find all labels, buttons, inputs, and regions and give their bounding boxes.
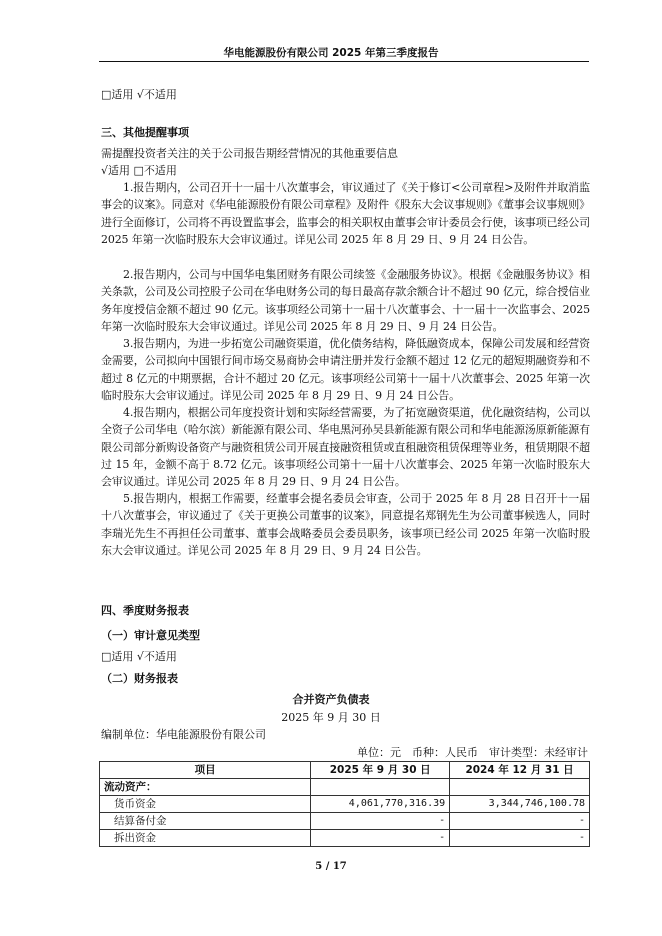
applicability-option: □适用 √不适用 — [101, 650, 177, 663]
value-prior: - — [450, 813, 590, 830]
section-intro: 需提醒投资者关注的关于公司报告期经营情况的其他重要信息 — [101, 147, 398, 160]
value-current: - — [311, 813, 450, 830]
table-row — [100, 813, 590, 830]
applicability-option: √适用 □不适用 — [101, 164, 177, 177]
value-current: 4,061,770,316.39 — [311, 796, 450, 813]
header-divider — [99, 61, 589, 62]
row-label: 货币资金 — [100, 796, 311, 813]
section-title-financials: 四、季度财务报表 — [101, 604, 189, 617]
balance-sheet-table — [99, 761, 590, 847]
unit-line: 单位：元 币种：人民币 审计类型：未经审计 — [357, 746, 588, 759]
statement-title: 合并资产负债表 — [292, 693, 370, 706]
section-label: 流动资产： — [100, 779, 311, 796]
subsection-audit-opinion: （一）审计意见类型 — [101, 629, 200, 642]
value-current: - — [311, 830, 450, 847]
applicability-option: □适用 √不适用 — [101, 88, 177, 101]
reminder-paragraph-1: 1.报告期内，公司召开十一届十八次董事会，审议通过了《关于修订<公司章程>及附件并取消监事会的议案》。同意对《华电能源股份有限公司章程》及附件《股东大会议事规则》《董事会议事规则》进行全面修订，公司将不再设置监事会，监事会的相关职权由董事会审计委员会行使，该事项已经公司 2025 年第一次临时股东大会审议通过。详见公司 2025 年 8 月 29 日、9 月 24 日公告。 — [101, 181, 590, 246]
subsection-financial-statements: （二）财务报表 — [101, 672, 178, 685]
page-number: 5 / 17 — [315, 861, 347, 872]
reminder-paragraph-4: 4.报告期内，根据公司年度投资计划和实际经营需要，为了拓宽融资渠道，优化融资结构，公司以全资子公司华电（哈尔滨）新能源有限公司、华电黑河孙吴县新能源有限公司和华电能源汤原新能源有限公司部分新购设备资产与融资租赁公司开展直接融资租赁或直租融资租赁保理等业务，租赁期限不超过 15 年，金额不高于 8.72 亿元。该事项经公司第十一届十八次董事会、2025 年第一次临时股东大会审议通过。详见公司 2025 年 8 月 29 日、9 月 24 日公告。 — [101, 406, 590, 489]
row-label: 拆出资金 — [100, 830, 311, 847]
statement-date: 2025 年 9 月 30 日 — [281, 711, 381, 724]
table-row — [100, 830, 590, 847]
reminder-paragraph-3: 3.报告期内，为进一步拓宽公司融资渠道，优化债务结构，降低融资成本，保障公司发展和经营资金需要，公司拟向中国银行间市场交易商协会申请注册并发行金额不超过 12 亿元的超短期融资券和不超过 8 亿元的中期票据，合计不超过 20 亿元。该事项经公司第十一届十八次董事会、2025 年第一次临时股东大会审议通过。详见公司 2025 年 8 月 29 日、9 月 24 日公告。 — [101, 337, 590, 402]
row-label: 结算备付金 — [100, 813, 311, 830]
table-row — [100, 796, 590, 813]
reminder-paragraph-2: 2.报告期内，公司与中国华电集团财务有限公司续签《金融服务协议》。根据《金融服务协议》相关条款，公司及公司控股子公司在华电财务公司的每日最高存款余额合计不超过 90 亿元，综合授信业务年度授信金额不超过 90 亿元。该事项经公司第十一届十八次董事会、十一届十一次监事会、2025 年第一次临时股东大会审议通过。详见公司 2025 年 8 月 29 日、9 月 24 日公告。 — [101, 268, 590, 333]
table-header-row — [100, 762, 590, 779]
table-row — [100, 779, 590, 796]
page-header: 华电能源股份有限公司 2025 年第三季度报告 — [223, 47, 439, 59]
column-header: 项目 — [100, 762, 311, 779]
section-title-reminders: 三、其他提醒事项 — [101, 126, 189, 139]
column-header: 2024 年 12 月 31 日 — [450, 762, 590, 779]
reminder-paragraph-5: 5.报告期内，根据工作需要，经董事会提名委员会审查，公司于 2025 年 8 月 28 日召开十一届十八次董事会，审议通过了《关于更换公司董事的议案》，同意提名郑钢先生为公司董事候选人，同时李瑞光先生不再担任公司董事、董事会战略委员会委员职务，该事项已经公司 2025 年第一次临时股东大会审议通过。详见公司 2025 年 8 月 29 日、9 月 24 日公告。 — [101, 492, 590, 557]
value-prior: - — [450, 830, 590, 847]
value-prior: 3,344,746,100.78 — [450, 796, 590, 813]
column-header: 2025 年 9 月 30 日 — [311, 762, 450, 779]
preparer-line: 编制单位：华电能源股份有限公司 — [101, 728, 266, 741]
